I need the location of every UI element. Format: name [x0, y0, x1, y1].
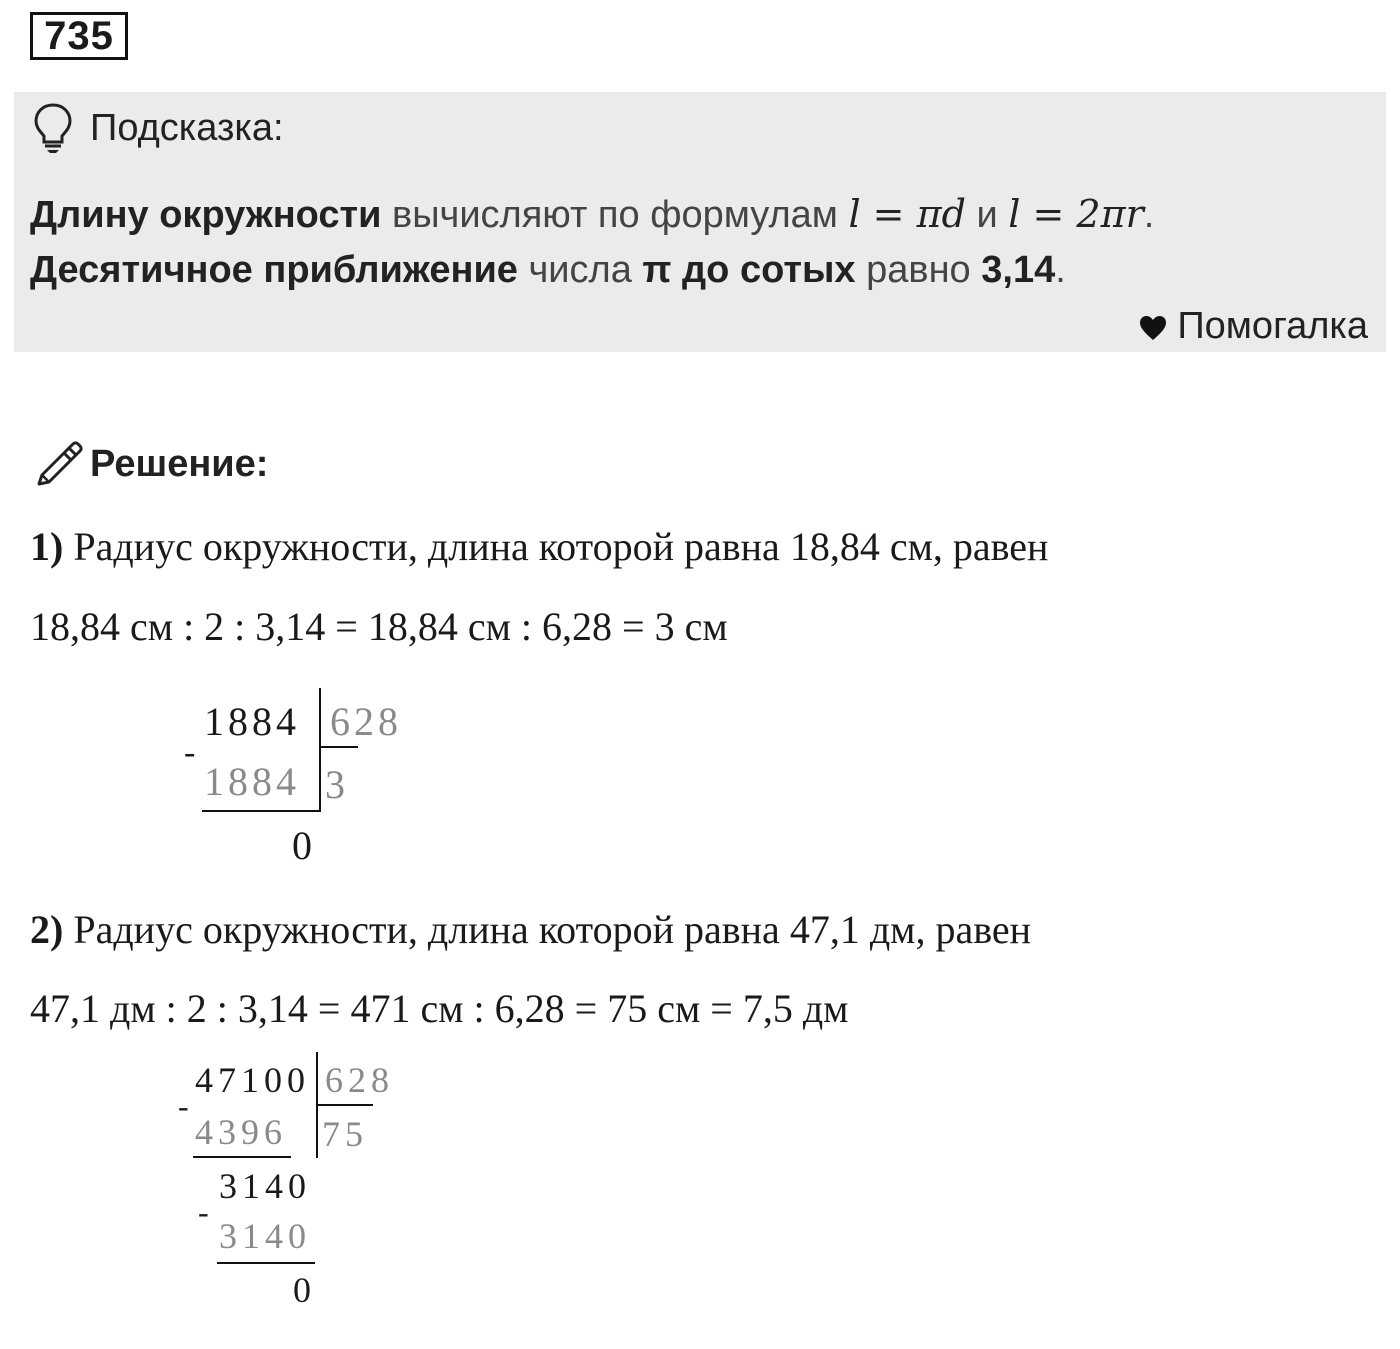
division1-quotient: 3 [325, 762, 349, 807]
division1-minus: - [184, 734, 196, 771]
step2-calculation: 47,1 дм : 2 : 3,14 = 471 см : 6,28 = 75 см = 7,5 дм [30, 986, 849, 1031]
hint-text: и [976, 194, 998, 236]
hint-line-2 [30, 246, 1066, 294]
division1-subtract: 1884 [204, 759, 300, 804]
division2-partial: 3140 [219, 1166, 311, 1206]
division2-dividend: 47100 [195, 1060, 310, 1100]
heart-icon [1139, 315, 1167, 341]
division1-remainder: 0 [292, 823, 316, 868]
solution-title: Решение: [90, 443, 269, 485]
division2-quotient-line [317, 1104, 373, 1106]
division1-dividend: 1884 [204, 699, 300, 744]
division1-subtraction-line [202, 810, 320, 812]
hint-value-pi: 3,14 [981, 249, 1056, 291]
hint-text: . [1055, 249, 1066, 291]
hint-term-approximation: Десятичное приближение [30, 249, 518, 291]
division2-remainder: 0 [293, 1270, 316, 1310]
lightbulb-icon [32, 102, 74, 154]
hint-line-1 [30, 190, 1154, 239]
hint-text: . [1143, 194, 1155, 236]
division2-minus-2: - [198, 1194, 209, 1230]
hint-title: Подсказка: [90, 107, 284, 149]
step2-statement [30, 905, 1031, 955]
division2-divisor: 628 [325, 1060, 394, 1100]
hint-text: числа [528, 249, 632, 291]
step-text: Радиус окружности, длина которой равна 47,1 дм, равен [73, 907, 1032, 952]
formula-diameter: l = πd [848, 192, 966, 236]
hint-term-circumference: Длину окружности [30, 194, 382, 236]
division1-vertical-line [319, 688, 321, 812]
step1-calculation: 18,84 см : 2 : 3,14 = 18,84 см : 6,28 = 3 см [30, 604, 728, 649]
hint-text: вычисляют по формулам [392, 194, 838, 236]
formula-radius: l = 2πr [1008, 192, 1144, 236]
division1-divisor: 628 [330, 699, 402, 744]
division2-subtraction-line-2 [217, 1262, 315, 1264]
step1-statement [30, 522, 1048, 572]
pencil-icon [34, 438, 84, 488]
division2-subtraction-line-1 [193, 1156, 291, 1158]
division2-subtract-2: 3140 [219, 1216, 311, 1256]
credit-label: Помогалка [1177, 305, 1368, 347]
division1-quotient-line [320, 746, 358, 748]
step-number: 2) [30, 907, 64, 952]
division2-minus-1: - [178, 1088, 189, 1124]
step-number: 1) [30, 524, 64, 569]
step-text: Радиус окружности, длина которой равна 18,84 см, равен [73, 524, 1049, 569]
task-number: 735 [30, 12, 128, 60]
division2-subtract-1: 4396 [195, 1112, 287, 1152]
division2-quotient: 75 [322, 1114, 368, 1154]
hint-text: равно [866, 249, 971, 291]
hint-term-pi: π до сотых [642, 249, 856, 291]
credit [1139, 302, 1368, 350]
